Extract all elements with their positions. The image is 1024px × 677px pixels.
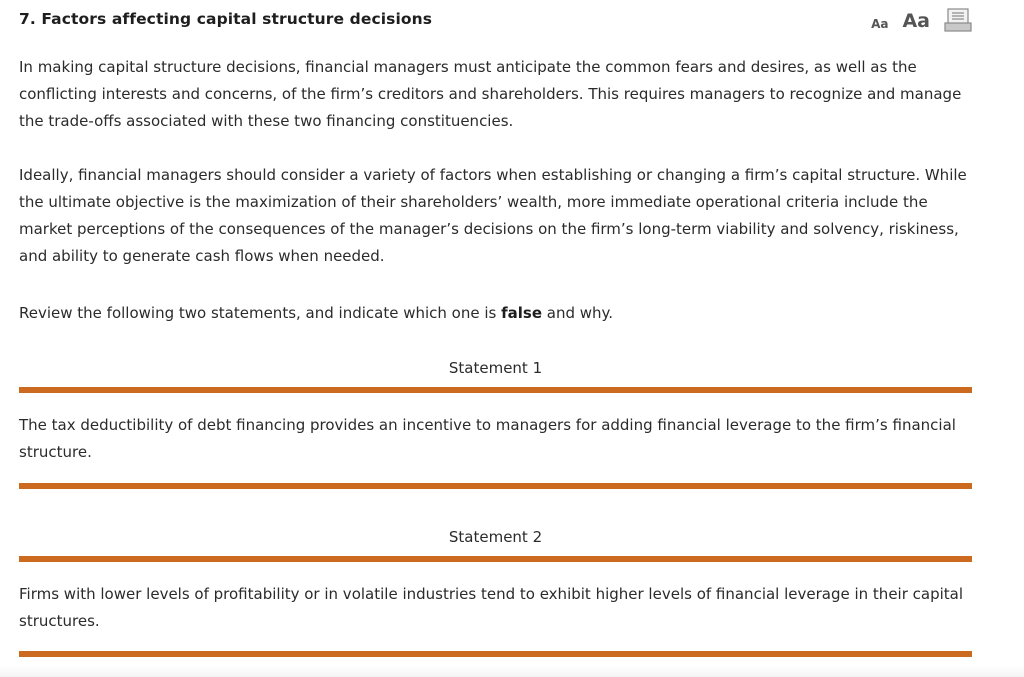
intro-paragraph-2: Ideally, financial managers should consider a variety of factors when establishing or changing a firm’s capital structure. While the ultimate objective is the maximization of their shareholders’ wealth, more immediate operational criteria include the market perceptions of the consequences of the manager’s decisions on the firm’s long-term viability and solvency, riskiness, and ability to generate cash flows when needed. [19, 166, 967, 265]
font-size-controls [871, 8, 972, 32]
statement-2-text: Firms with lower levels of profitability or in volatile industries tend to exhibit higher levels of financial leverage in their capital structures. [19, 585, 964, 630]
increase-font-button[interactable]: Aa [902, 10, 930, 32]
instruction-before: Review the following two statements, and indicate which one is [19, 304, 502, 322]
instruction-after: and why. [542, 304, 614, 322]
bottom-shade [0, 666, 1024, 677]
question-page [19, 0, 972, 630]
statement-2-bottom-divider [19, 651, 972, 657]
intro-paragraph-1: In making capital structure decisions, financial managers must anticipate the common fears and desires, as well as the conflicting interests and concerns, of the firm’s creditors and shareholders. This requires managers to recognize and manage the trade-offs associated with these two financing constituencies. [19, 58, 962, 130]
question-header [19, 0, 972, 40]
statement-1-bottom-divider [19, 483, 972, 489]
instruction-text [19, 300, 972, 327]
print-icon[interactable] [944, 8, 972, 32]
instruction-emphasis: false [501, 304, 543, 322]
statement-2-top-divider [19, 556, 972, 562]
statement-2-label: Statement 2 [448, 528, 543, 546]
question-title: 7. Factors affecting capital structure decisions [19, 10, 433, 28]
statement-1-label: Statement 1 [448, 359, 543, 377]
statement-1-text: The tax deductibility of debt financing provides an incentive to managers for adding financial leverage to the firm’s financial structure. [19, 416, 956, 461]
statement-1-top-divider [19, 387, 972, 393]
decrease-font-button[interactable]: Aa [871, 17, 889, 31]
